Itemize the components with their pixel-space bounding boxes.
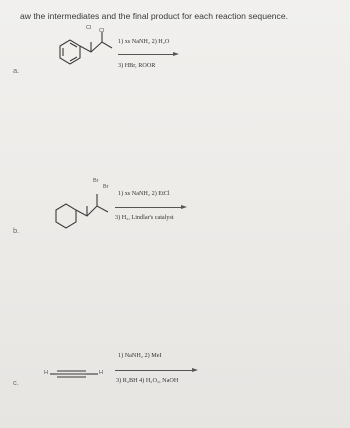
- part-a-reaction-arrow: [118, 54, 174, 55]
- part-c-conditions-above: 1) NaNH₂ 2) MeI: [118, 352, 162, 359]
- instruction-text: aw the intermediates and the final product for each reaction sequence.: [20, 11, 289, 21]
- atom-cl-1: Cl: [86, 25, 92, 31]
- part-a-conditions-below: 3) HBr, ROOR: [118, 62, 156, 69]
- atom-cl-2: Cl: [99, 28, 105, 34]
- part-b-arrow-head: [181, 205, 187, 209]
- part-b-reaction-arrow: [115, 207, 182, 208]
- part-c-label: c.: [13, 378, 19, 387]
- part-a-label: a.: [13, 66, 20, 75]
- part-b-conditions-below: 3) H₂, Lindlar's catalyst: [115, 214, 174, 221]
- part-c-conditions-below: 3) R₂BH 4) H₂O₂, NaOH: [116, 377, 179, 384]
- part-b-label: b.: [13, 226, 20, 235]
- part-c-arrow-head: [192, 368, 198, 372]
- atom-br-2: Br: [103, 184, 109, 190]
- part-a-arrow-head: [173, 52, 179, 56]
- part-c-reaction-arrow: [115, 370, 193, 371]
- atom-h-left: H: [44, 370, 49, 376]
- atom-h-right: H: [99, 370, 104, 376]
- part-b-structure: [46, 176, 126, 236]
- part-a-structure: [50, 18, 120, 78]
- part-b-conditions-above: 1) xs NaNH₂ 2) EtCl: [118, 190, 170, 197]
- part-a-conditions-above: 1) xs NaNH₂ 2) H₂O: [118, 38, 170, 45]
- atom-br-1: Br: [93, 178, 99, 184]
